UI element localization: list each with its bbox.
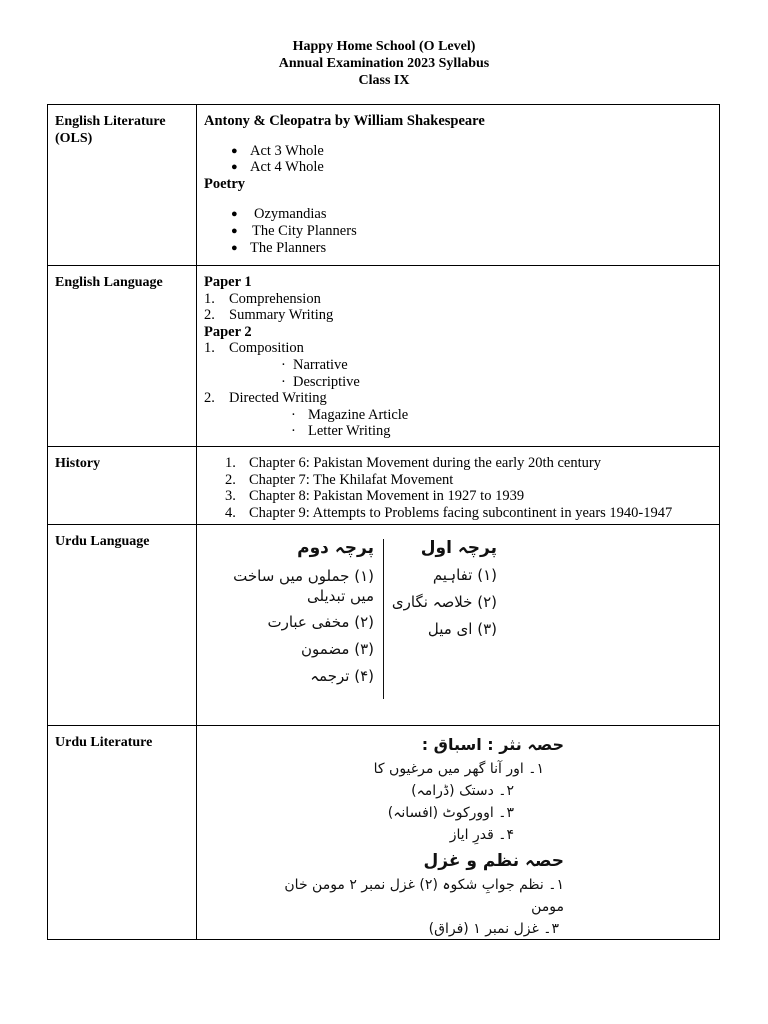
list-item: (۳) ای میل bbox=[427, 620, 497, 638]
urdu-paper2-title: پرچہ دوم bbox=[297, 538, 374, 558]
paper2-label: Paper 2 bbox=[204, 323, 252, 340]
subject-history: History bbox=[48, 447, 197, 525]
list-item: 2. Summary Writing bbox=[204, 307, 334, 324]
urdu-paper1 bbox=[387, 535, 497, 643]
school-name: Happy Home School (O Level) bbox=[292, 39, 476, 54]
subject-urdu-literature: Urdu Literature bbox=[48, 726, 197, 940]
urdu-prose-title: حصہ نثر : اسباق : bbox=[421, 735, 564, 754]
list-item: ۴۔ قدرِ ایاز bbox=[449, 827, 514, 843]
list-item: (۲) خلاصہ نگاری bbox=[391, 593, 497, 611]
content-urdu-literature bbox=[197, 726, 720, 940]
urdu-poetry-title: حصہ نظم و غزل bbox=[423, 851, 564, 871]
urdu-paper2 bbox=[214, 535, 374, 690]
row-english-language bbox=[48, 266, 720, 447]
acts-list bbox=[204, 143, 719, 176]
subject-english-literature: English Literature (OLS) bbox=[48, 105, 197, 266]
list-item: ۱۔ اور آنا گھر میں مرغیوں کا bbox=[373, 761, 544, 777]
list-item: 1. Chapter 6: Pakistan Movement during the early 20th century bbox=[225, 455, 601, 471]
urdu-paper1-title: پرچہ اول bbox=[420, 538, 497, 558]
list-item: (۲) مخفی عبارت bbox=[267, 613, 374, 631]
list-item: ● Ozymandias bbox=[204, 206, 719, 223]
list-item: ● The City Planners bbox=[204, 223, 719, 240]
list-item: ۳۔ غزل نمبر ۱ (فراق) bbox=[428, 921, 559, 937]
list-item: ● The Planners bbox=[204, 240, 719, 257]
exam-title: Annual Examination 2023 Syllabus bbox=[278, 56, 490, 71]
list-item: ● Act 3 Whole bbox=[204, 143, 719, 160]
sub-item: · Narrative bbox=[281, 356, 348, 373]
subject-english-language: English Language bbox=[48, 266, 197, 447]
row-english-literature bbox=[48, 105, 720, 266]
urdu-literature-text bbox=[264, 734, 564, 940]
list-item: 3. Chapter 8: Pakistan Movement in 1927 to 1939 bbox=[225, 488, 525, 505]
list-item: ● Act 4 Whole bbox=[204, 159, 719, 176]
paper1-list bbox=[204, 291, 719, 324]
list-item: 4. Chapter 9: Attempts to Problems facing subcontinent in years 1940-1947 bbox=[225, 504, 673, 521]
document-header bbox=[0, 38, 768, 89]
poems-list bbox=[204, 206, 719, 256]
sub-item: · Letter Writing bbox=[291, 423, 391, 440]
poetry-label: Poetry bbox=[204, 175, 246, 192]
sub-item: · Magazine Article bbox=[291, 406, 409, 423]
list-item: 1. Composition bbox=[204, 340, 304, 357]
list-item: 2. Directed Writing bbox=[204, 390, 327, 407]
paper2-list-continued bbox=[204, 390, 719, 407]
syllabus-table bbox=[47, 104, 720, 940]
list-item: (۳) مضمون bbox=[300, 640, 374, 658]
content-english-language bbox=[197, 266, 720, 447]
list-item: ۳۔ اوورکوٹ (افسانہ) bbox=[387, 805, 514, 821]
paper1-label: Paper 1 bbox=[204, 274, 252, 290]
list-item: ۱۔ نظم جوابِ شکوہ (۲) غزل نمبر ۲ مومن خان مومن bbox=[284, 877, 564, 915]
list-item: 1. Comprehension bbox=[204, 290, 321, 307]
content-history bbox=[197, 447, 720, 525]
sub-item: · Descriptive bbox=[281, 373, 360, 390]
row-urdu-language bbox=[48, 525, 720, 726]
class-label: Class IX bbox=[358, 73, 410, 88]
list-item: 2. Chapter 7: The Khilafat Movement bbox=[225, 471, 454, 488]
play-title: Antony & Cleopatra by William Shakespeare bbox=[204, 113, 485, 129]
content-urdu-language bbox=[197, 525, 720, 726]
urdu-column-divider bbox=[383, 539, 384, 699]
list-item: (۱) تفاہیم bbox=[432, 566, 497, 584]
subject-urdu-language: Urdu Language bbox=[48, 525, 197, 726]
row-urdu-literature bbox=[48, 726, 720, 940]
paper2-list bbox=[204, 340, 719, 357]
row-history bbox=[48, 447, 720, 525]
list-item: (۱) جملوں میں ساخت میں تبدیلی bbox=[233, 567, 374, 605]
content-english-literature bbox=[197, 105, 720, 266]
list-item: ۲۔ دستک (ڈرامہ) bbox=[411, 783, 514, 799]
list-item: (۴) ترجمہ bbox=[310, 667, 374, 685]
chapters-list bbox=[204, 455, 719, 521]
